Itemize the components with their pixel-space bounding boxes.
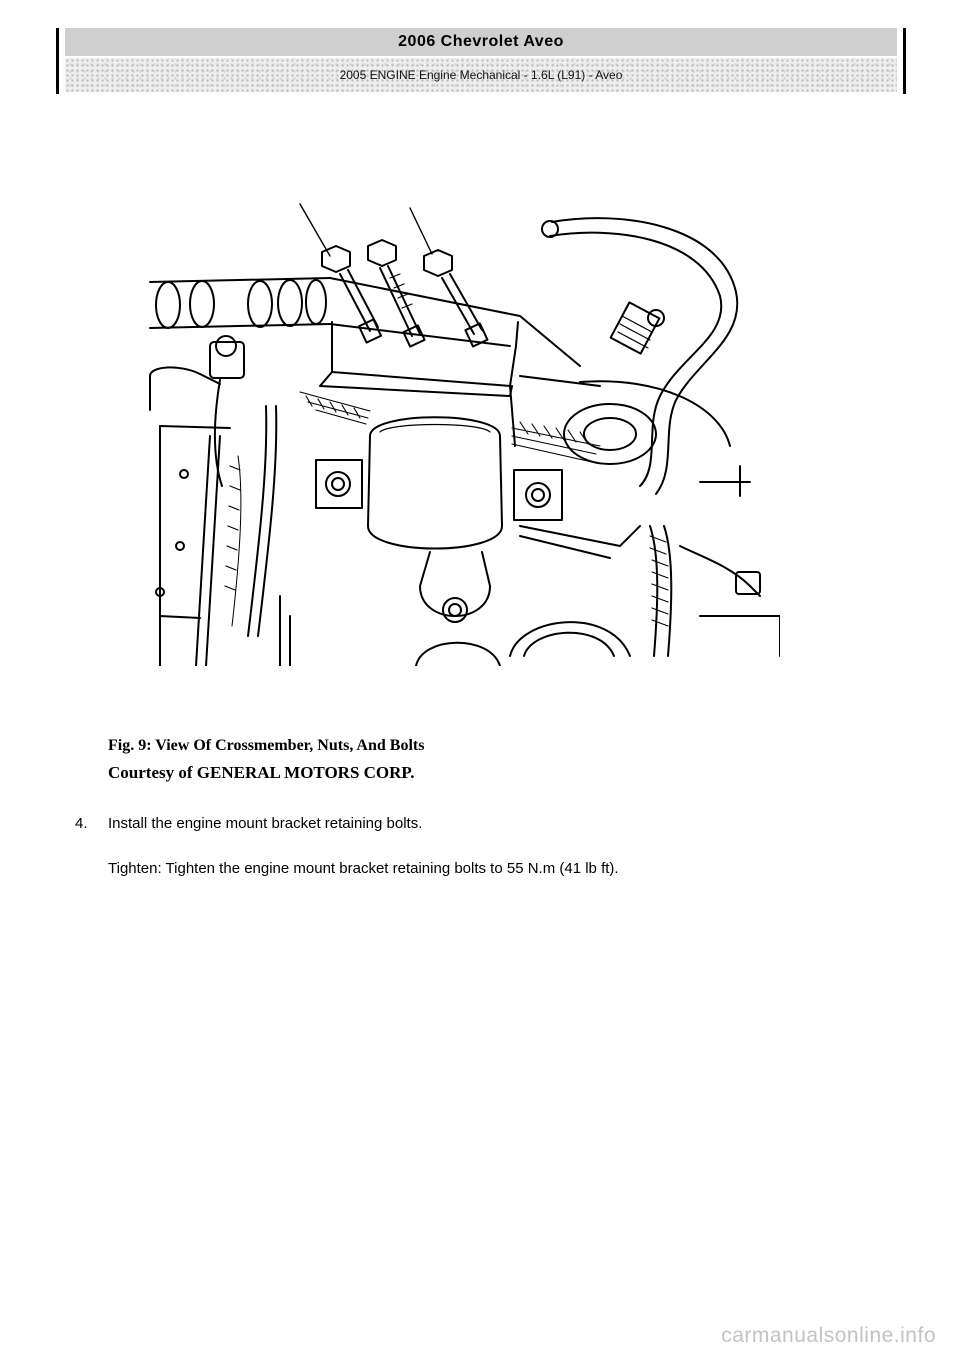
hose-clamp xyxy=(611,302,664,353)
figure-credit: Courtesy of GENERAL MOTORS CORP. xyxy=(108,763,415,782)
step-number: 4. xyxy=(75,815,88,832)
procedure-step xyxy=(75,815,422,832)
bolt-left xyxy=(322,246,381,343)
mount-bolt-bottom xyxy=(420,552,490,622)
torque-spec: Tighten: Tighten the engine mount bracket retaining bolts to 55 N.m (41 lb ft). xyxy=(108,860,619,877)
pulley-right xyxy=(520,376,730,464)
mount-bolt-right xyxy=(514,470,562,520)
mount-bolt-left xyxy=(316,460,362,508)
document-title: 2006 Chevrolet Aveo xyxy=(65,28,897,56)
frame-rail-hatch xyxy=(300,392,600,462)
engine-mount-line-drawing xyxy=(140,196,780,666)
step-text: Install the engine mount bracket retaining bolts. xyxy=(108,815,423,832)
wire-harness-left xyxy=(196,406,276,666)
page-header xyxy=(56,28,906,94)
watermark: carmanualsonline.info xyxy=(721,1324,936,1347)
engine-mount xyxy=(368,417,502,548)
document-subtitle: 2005 ENGINE Engine Mechanical - 1.6L (L91) - Aveo xyxy=(65,58,897,92)
pulley-lower xyxy=(416,622,630,666)
crossmember-figure xyxy=(140,196,780,666)
mount-bracket xyxy=(320,322,518,446)
figure-caption: Fig. 9: View Of Crossmember, Nuts, And Bolts xyxy=(108,737,425,754)
left-bracket xyxy=(150,336,244,666)
coolant-hose xyxy=(542,218,737,494)
wire-harness-right xyxy=(650,466,780,656)
